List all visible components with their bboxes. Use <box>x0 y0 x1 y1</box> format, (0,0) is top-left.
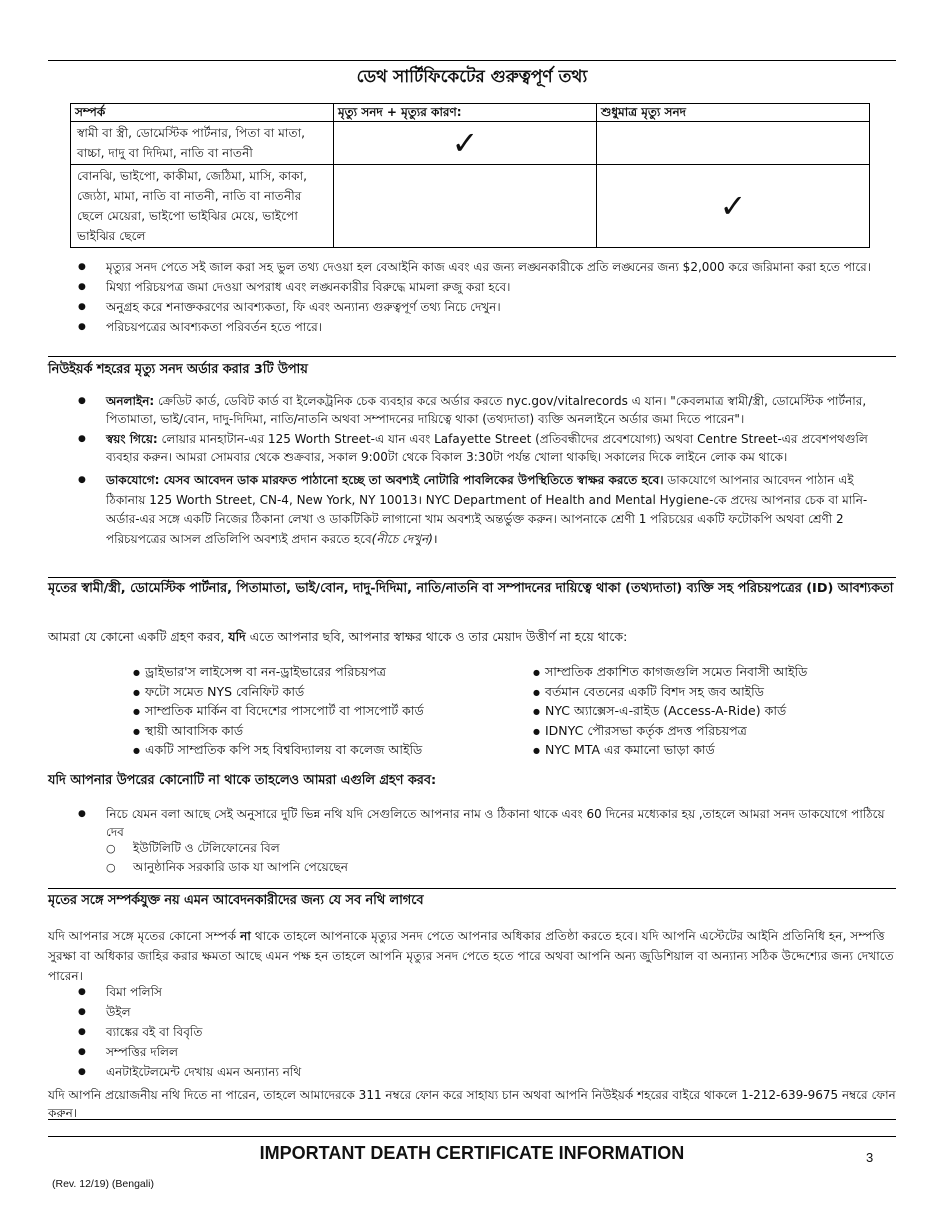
notes-list <box>48 258 896 336</box>
list-item: ● স্থায়ী আবাসিক কার্ড <box>133 721 533 741</box>
online-text: ক্রেডিট কার্ড, ডেবিট কার্ড বা ইলেকট্রনিক চেক ব্যবহার করে অর্ডার করতে nyc.gov/vitalrecords এ যান। "কেবলমাত্র স্বামী/স্ত্রী, ডোমেস্টিক পার্টনার, পিতামাতা, ভাই/বোন, দাদু-দিদিমা, নাতি/নাতনি অথবা সম্পাদনের দায়িত্বে থাকা (তথ্যদাতা) ব্যক্তি অনলাইনে অর্ডার জমা দিতে পারেন"। <box>106 394 867 426</box>
list-item: ● ড্রাইভার'স লাইসেন্স বা নন-ড্রাইভারের পরিচয়পত্র <box>133 662 533 682</box>
divider <box>48 1119 896 1120</box>
id-columns <box>133 662 893 760</box>
list-item: ● ফটো সমেত NYS বেনিফিট কার্ড <box>133 682 533 702</box>
inperson-label: স্বয়ং গিয়ে: <box>106 432 158 446</box>
id-list-left <box>133 662 533 760</box>
divider <box>48 1136 896 1137</box>
id-intro-if: যদি <box>228 629 246 644</box>
unrelated-para-not: না <box>240 929 251 943</box>
divider <box>48 888 896 889</box>
empty-cell <box>597 122 870 165</box>
unrelated-heading: মৃতের সঙ্গে সম্পর্কযুক্ত নয় এমন আবেদনকারীদের জন্য যে সব নথি লাগবে <box>48 893 424 908</box>
list-item: ● NYC অ্যাক্সেস-এ-রাইড (Access-A-Ride) কার্ড <box>533 701 873 721</box>
none-sub-list <box>48 839 896 877</box>
list-item: ● উইল <box>48 1002 896 1022</box>
list-item: ● সাম্প্রতিক প্রকাশিত কাগজগুলি সমেত নিবাসী আইডি <box>533 662 873 682</box>
mail-see-below: (নীচে দেখুন) <box>371 531 433 546</box>
ways-list <box>48 392 896 549</box>
list-item: ● বর্তমান বেতনের একটি বিশদ সহ জব আইডি <box>533 682 873 702</box>
list-item: ● অনুগ্রহ করে শনাক্তকরণের আবশ্যকতা, ফি এবং অন্যান্য গুরুত্বপূর্ণ তথ্য নিচে দেখুন। <box>48 298 896 316</box>
empty-cell <box>334 165 597 248</box>
relation-cell: বোনঝি, ভাইপো, কাকীমা, জেঠিমা, মাসি, কাকা, জ্যেঠা, মামা, নাতি বা নাতনী, নাতি বা নাতনীর ছেলে মেয়েরা, ভাইপো ভাইঝির মেয়ে, ভাইপো ভাইঝির ছেলে <box>71 165 334 248</box>
divider <box>48 356 896 357</box>
id-intro-c: এতে আপনার ছবি, আপনার স্বাক্ষর থাকে ও তার মেয়াদ উত্তীর্ণ না হয়ে থাকে: <box>249 629 628 644</box>
ways-heading: নিউইয়র্ক শহরের মৃত্যু সনদ অর্ডার করার 3টি উপায় <box>48 362 308 377</box>
footer-title: IMPORTANT DEATH CERTIFICATE INFORMATION <box>259 1143 685 1163</box>
list-item: ● IDNYC পৌরসভা কর্তৃক প্রদত্ত পরিচয়পত্র <box>533 721 873 741</box>
id-intro-a: আমরা যে কোনো একটি গ্রহণ করব, <box>48 629 225 644</box>
list-item: ● নিচে যেমন বলা আছে সেই অনুসারে দুটি ভিন্ন নথি যদি সেগুলিতে আপনার নাম ও ঠিকানা থাকে এবং 60 দিনের মধ্যেকার হয় ,তাহলে আমরা সনদ ডাকযোগে পাঠিয়ে দেব <box>48 805 896 841</box>
inperson-text: লোয়ার মানহাটান-এর 125 Worth Street-এ যান এবং Lafayette Street (প্রতিবন্ধীদের প্রবেশযোগ্য) অথবা Centre Street-এর প্রবেশপথগুলি ব্যবহার করুন। আমরা সোমবার থেকে শুক্রবার, সকাল 9:00টা থেকে বিকাল 3:30টা পর্যন্ত খোলা থাকছি। সকালের দিকে লাইনে লোক কম থাকে। <box>106 432 868 464</box>
header-cert-only: শুধুমাত্র মৃত্যু সনদ <box>597 104 870 122</box>
relationship-table <box>70 103 870 248</box>
id-list-right <box>533 662 873 760</box>
page-number: 3 <box>866 1150 874 1165</box>
top-rule <box>48 60 896 61</box>
mail-label: ডাকযোগে: যেসব আবেদন ডাক মারফত পাঠানো হচ্ছে তা অবশ্যই নোটারি পাবলিকের উপস্থিতিতে স্বাক্ষর করতে হবে। <box>106 473 664 487</box>
unrelated-list <box>48 982 896 1082</box>
header-relation: সম্পর্ক <box>71 104 334 122</box>
list-item: ● মৃত্যুর সনদ পেতে সই জাল করা সহ ভুল তথ্য দেওয়া হল বেআইনি কাজ এবং এর জন্য লঙ্ঘনকারীকে প্রতি লঙ্ঘনের জন্য $2,000 করে জরিমানা করা হতে পারে। <box>48 258 896 276</box>
list-item: ● সম্পত্তির দলিল <box>48 1042 896 1062</box>
relation-cell: স্বামী বা স্ত্রী, ডোমেস্টিক পার্টনার, পিতা বা মাতা, বাচ্চা, দাদু বা দিদিমা, নাতি বা নাতনী <box>71 122 334 165</box>
id-intro <box>48 627 896 647</box>
list-item: ● মিথ্যা পরিচয়পত্র জমা দেওয়া অপরাধ এবং লঙ্ঘনকারীর বিরুদ্ধে মামলা রুজু করা হবে। <box>48 278 896 296</box>
mail-text: ডাকযোগে আপনার আবেদন পাঠান এই ঠিকানায় 125 Worth Street, CN-4, New York, NY 10013। NYC Department of Health and Mental Hygiene-কে প্রদেয় আপনার চেক বা মানি-অর্ডার-এর সঙ্গে একটি নিজের ঠিকানা লেখা ও ডাকটিকিট লাগানো খাম অবশ্যই অন্তর্ভুক্ত করুন। আপনাকে শ্রেণী 1 পরিচয়ের একটি ফটোকপি অথবা শ্রেণী 2 পরিচয়পত্রের আসল প্রতিলিপি অবশ্যই প্রদান করতে হবে <box>106 473 868 546</box>
list-item: ● বিমা পলিসি <box>48 982 896 1002</box>
none-heading: যদি আপনার উপরের কোনোটি না থাকে তাহলেও আমরা এগুলি গ্রহণ করব: <box>48 773 437 788</box>
divider <box>48 577 896 578</box>
list-item: ● পরিচয়পত্রের আবশ্যকতা পরিবর্তন হতে পারে। <box>48 318 896 336</box>
list-item: ● সাম্প্রতিক মার্কিন বা বিদেশের পাসপোর্ট বা পাসপোর্ট কার্ড <box>133 701 533 721</box>
revision-note: (Rev. 12/19) (Bengali) <box>52 1178 154 1190</box>
none-list <box>48 805 896 841</box>
online-label: অনলাইন: <box>106 394 155 408</box>
checkmark-icon: ✓ <box>597 165 870 248</box>
list-item: ○ আনুষ্ঠানিক সরকারি ডাক যা আপনি পেয়েছেন <box>48 858 896 877</box>
page-title: ডেথ সার্টিফিকেটের গুরুত্বপূর্ণ তথ্য <box>356 67 588 87</box>
table-row <box>71 165 870 248</box>
unrelated-para-a: যদি আপনার সঙ্গে মৃতের কোনো সম্পর্ক <box>48 929 237 943</box>
closing-text: যদি আপনি প্রয়োজনীয় নথি দিতে না পারেন, তাহলে আমাদেরকে 311 নম্বরে ফোন করে সাহায্য চান অথবা আপনি নিউইয়র্ক শহরের বাইরে থাকলে 1-212-639-9675 নম্বরে ফোন করুন। <box>48 1088 896 1120</box>
table-row <box>71 122 870 165</box>
checkmark-icon: ✓ <box>334 122 597 165</box>
id-heading: মৃতের স্বামী/স্ত্রী, ডোমেস্টিক পার্টনার, পিতামাতা, ভাই/বোন, দাদু-দিদিমা, নাতি/নাতনি বা সম্পাদনের দায়িত্বে থাকা (তথ্যদাতা) ব্যক্তি সহ পরিচয়পত্রের (ID) আবশ্যকতা <box>48 581 894 596</box>
list-item: ● এনটাইটেলমেন্ট দেখায় এমন অন্যান্য নথি <box>48 1062 896 1082</box>
list-item: ● NYC MTA এর কমানো ভাড়া কার্ড <box>533 740 873 760</box>
header-cert-cause: মৃত্যু সনদ + মৃত্যুর কারণ: <box>334 104 597 122</box>
list-item: ○ ইউটিলিটি ও টেলিফোনের বিল <box>48 839 896 858</box>
list-item <box>48 392 896 428</box>
list-item: ● একটি সাম্প্রতিক কপি সহ বিশ্ববিদ্যালয় বা কলেজ আইডি <box>133 740 533 760</box>
mail-end: । <box>432 531 438 546</box>
unrelated-para-c: থাকে তাহলে আপনাকে মৃত্যুর সনদ পেতে আপনার অধিকার প্রতিষ্ঠা করতে হবে। যদি আপনি এস্টেটের আইনি প্রতিনিধি হন, সম্পত্তি সুরক্ষা বা অধিকার জাহির করার ক্ষমতা আছে এমন পক্ষ হন তাহলে আপনি মৃত্যুর সনদ পেতে হতে পারে অথবা আপনি অন্য জুডিশিয়াল বা অন্যান্য সঠিক উদ্দেশ্যের জন্য দেখাতে পারেন। <box>48 929 894 983</box>
list-item: ● ব্যাঙ্কের বই বা বিবৃতি <box>48 1022 896 1042</box>
unrelated-paragraph <box>48 926 896 986</box>
list-item <box>48 430 896 466</box>
list-item <box>48 471 896 549</box>
